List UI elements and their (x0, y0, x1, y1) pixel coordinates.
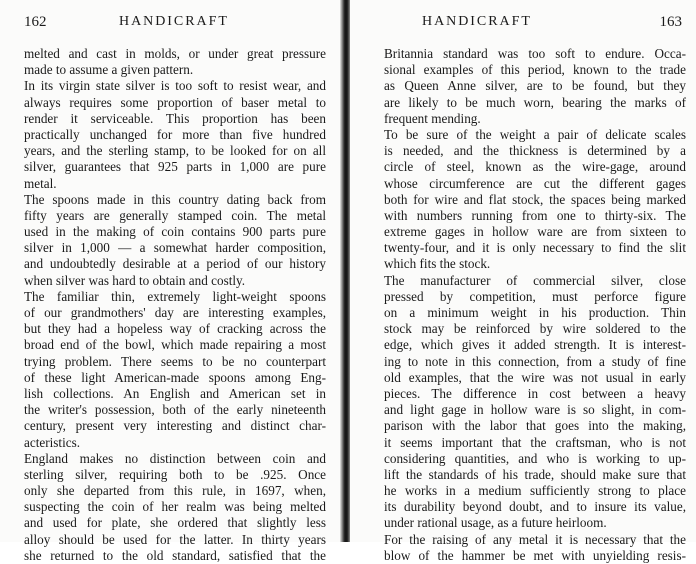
body-text (24, 46, 326, 564)
text-line: extreme gages in hollow ware are from sixteen to (384, 224, 686, 240)
text-line: ing to note in this connection, from a study of fine (384, 353, 686, 369)
text-line: England makes no distinction between coin and (24, 450, 326, 466)
text-line: alloy should be used for the latter. In thirty years (24, 531, 326, 547)
text-line: pieces. The difference in cost between a heavy (384, 385, 686, 401)
text-line: century, present very interesting and distinct char- (24, 418, 326, 434)
text-line: fifty years are generally stamped coin. The metal (24, 207, 326, 223)
running-title: HANDICRAFT (422, 14, 532, 29)
text-line: both for wire and flat stock, the spaces being marked (384, 191, 686, 207)
text-line: it seems important that the craftsman, who is not (384, 434, 686, 450)
running-head-left (24, 14, 324, 34)
text-line: stock may be reinforced by wire soldered to the (384, 321, 686, 337)
text-line: is needed, and the thickness is determined by a (384, 143, 686, 159)
text-line: and light gage in hollow ware is so slight, in com- (384, 402, 686, 418)
text-line: years, and the sterling stamp, to be looked for on all (24, 143, 326, 159)
text-line: sional examples of this period, known to the trade (384, 62, 686, 78)
text-line: used in the making of coin contains 900 parts pure (24, 224, 326, 240)
text-line: melted and cast in molds, or under great pressure (24, 46, 326, 61)
text-line: as Queen Anne silver, are to be found, but they (384, 78, 686, 94)
text-line: twenty-four, and it is only necessary to find the slit (384, 240, 686, 256)
page-number: 162 (24, 14, 47, 30)
text-line: when silver was hard to obtain and costly. (24, 272, 246, 288)
text-line: broad end of the bowl, which made repairing a most (24, 337, 326, 353)
text-line: which fits the stock. (384, 256, 491, 272)
text-line: she returned to the old standard, satisfied that the (24, 547, 326, 563)
text-line: trying problem. There seems to be no counterpart (24, 353, 326, 369)
text-line: but they had a hopeless way of cracking across the (24, 321, 326, 337)
text-line: its durability beyond doubt, and to insure its value, (384, 499, 686, 515)
page-number: 163 (659, 14, 682, 30)
text-line: parison with the labor that goes into the making, (384, 418, 686, 434)
left-page (0, 0, 342, 563)
text-line: practically unchanged for more than five hundred (24, 126, 326, 142)
text-line: of these light American-made spoons among Eng- (24, 369, 326, 385)
text-line: lish collections. An English and American set in (24, 385, 326, 401)
text-line: Britannia standard was too soft to endure. Occa- (384, 46, 686, 61)
text-line: made to assume a given pattern. (24, 62, 194, 78)
text-line: and undoubtedly desirable at a period of our history (24, 256, 326, 272)
text-line: considering quantities, and who is working to up- (384, 450, 686, 466)
text-line: circle of steel, known as the wire-gage, around (384, 159, 686, 175)
text-line: of our grandmothers' day are interesting examples, (24, 305, 326, 320)
text-line: To be sure of the weight a pair of delicate scales (384, 126, 686, 142)
text-line: the writer's possession, both of the early nineteenth (24, 402, 326, 418)
text-line: silver in 1,000 — a somewhat harder composition, (24, 240, 326, 256)
text-line: edge, which gives it added strength. It is interest- (384, 337, 686, 353)
text-line: under rational usage, as a future heirloom. (384, 515, 607, 531)
text-line: blow of the hammer be met with unyielding resis- (384, 547, 686, 563)
running-title: HANDICRAFT (119, 14, 229, 29)
text-line: on a minimum weight in his production. Thin (384, 305, 686, 320)
text-line: pressed by competition, must perforce figure (384, 288, 686, 304)
text-line: only she departed from this rule, in 1697, when, (24, 483, 326, 499)
text-line: metal. (24, 175, 57, 191)
text-line: suspecting the coin of her realm was being melted (24, 499, 326, 515)
text-line: For the raising of any metal it is necessary that the (384, 531, 686, 547)
text-line: acteristics. (24, 434, 81, 450)
text-line: The familiar thin, extremely light-weight spoons (24, 288, 326, 304)
text-line: In its virgin state silver is too soft to resist wear, and (24, 78, 326, 94)
text-line: silver, guarantees that 925 parts in 1,000 are pure (24, 159, 326, 175)
text-line: with numbers running from one to thirty-six. The (384, 207, 686, 223)
text-line: The manufacturer of commercial silver, close (384, 272, 686, 288)
text-line: and used for plate, she ordered that slightly less (24, 515, 326, 531)
body-text (384, 46, 686, 564)
text-line: old examples, that the wire was not usual in early (384, 369, 686, 385)
text-line: render it serviceable. This proportion has been (24, 110, 326, 126)
text-line: lift the standards of his trade, should make sure that (384, 466, 686, 482)
text-line: The spoons made in this country dating back from (24, 191, 326, 207)
text-line: are likely to be much worn, bearing the marks of (384, 94, 686, 110)
right-page (350, 0, 696, 563)
text-line: always requires some proportion of baser metal to (24, 94, 326, 110)
text-line: he works in a medium sufficiently strong to place (384, 483, 686, 499)
text-line: frequent mending. (384, 110, 481, 126)
running-head-right (382, 14, 682, 34)
text-line: sterling silver, requiring both to be .925. Once (24, 466, 326, 482)
text-line: whose circumference are cut the different gages (384, 175, 686, 191)
